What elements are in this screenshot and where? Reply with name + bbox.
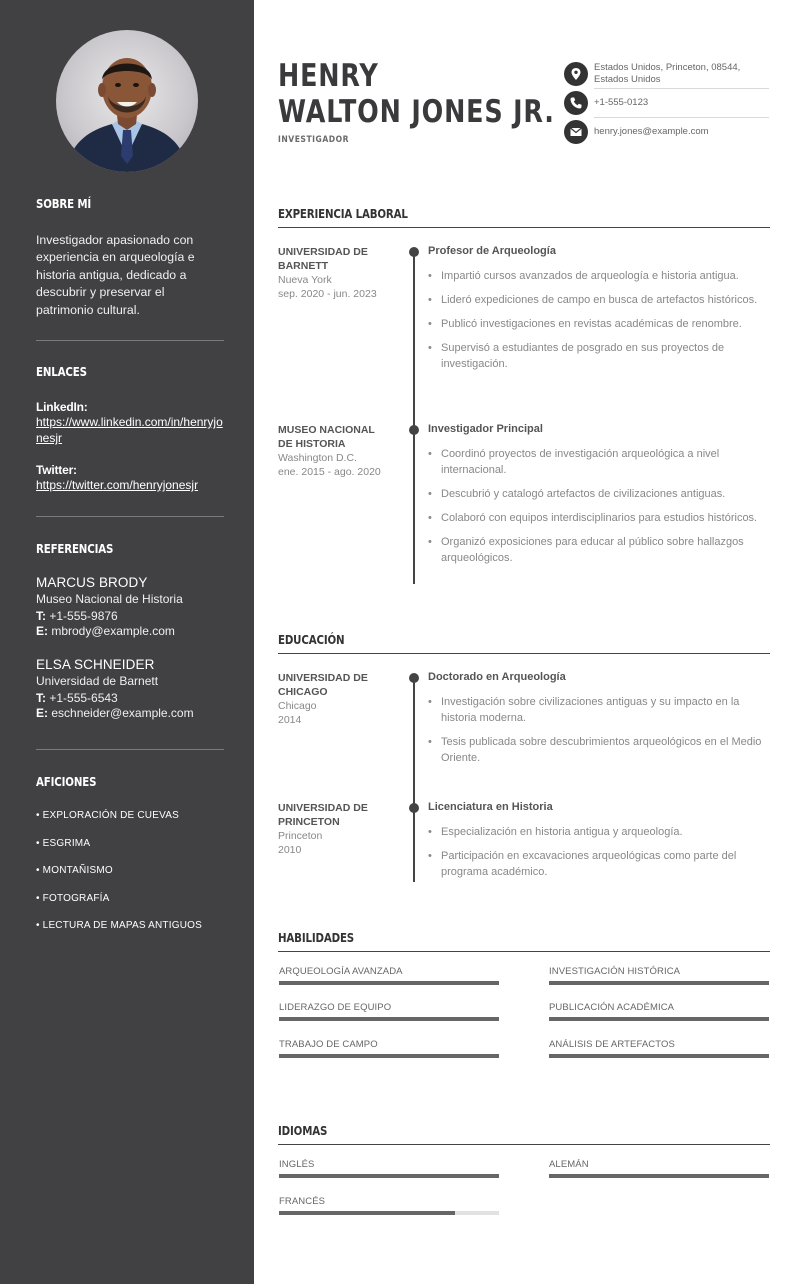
skill-bar: [549, 981, 769, 985]
education-org: [278, 671, 398, 727]
section-rule: [278, 951, 770, 952]
skill-label: LIDERAZGO DE EQUIPO: [279, 1002, 392, 1013]
experience-entry: [428, 423, 770, 574]
skills-title: HABILIDADES: [278, 930, 355, 945]
envelope-icon: [564, 120, 588, 144]
links-section: [36, 364, 224, 379]
reference-phone: [36, 609, 224, 623]
reference-name: MARCUS BRODY: [36, 575, 148, 590]
org-location: Princeton: [278, 830, 323, 842]
hobbies-list: [36, 810, 224, 948]
skill-item: [279, 966, 499, 985]
skill-bar: [549, 1017, 769, 1021]
language-bar-fill: [279, 1211, 455, 1215]
references-title: REFERENCIAS: [36, 541, 114, 556]
language-label: ALEMÁN: [549, 1159, 589, 1170]
skill-item: [549, 1002, 769, 1021]
reference-email: [36, 624, 224, 638]
hobbies-section: [36, 774, 224, 789]
position-title: Profesor de Arqueología: [428, 245, 556, 257]
list-item: • Organizó exposiciones para educar al público sobre hallazgos arqueológicos.: [428, 534, 770, 566]
position-title: Investigador Principal: [428, 423, 543, 435]
name-line-2: WALTON JONES JR.: [278, 94, 555, 130]
org-location: Washington D.C.: [278, 452, 357, 464]
experience-title: EXPERIENCIA LABORAL: [278, 206, 408, 221]
phone-icon: [564, 91, 588, 115]
address-text: [594, 62, 740, 86]
bullet-list: [428, 446, 770, 566]
portrait-illustration: [56, 30, 198, 172]
links-title: ENLACES: [36, 364, 87, 379]
phone-text: +1-555-0123: [594, 97, 649, 108]
experience-org: [278, 423, 398, 479]
skill-bar: [279, 1017, 499, 1021]
skill-item: [279, 1002, 499, 1021]
bullet-list: [428, 268, 770, 372]
language-item: [279, 1159, 499, 1178]
org-name-line-1: UNIVERSIDAD DE: [278, 802, 368, 814]
list-item: • Tesis publicada sobre descubrimientos arqueológicos en el Medio Oriente.: [428, 734, 770, 766]
divider: [36, 749, 224, 750]
skill-item: [549, 1039, 769, 1058]
job-role: INVESTIGADOR: [278, 135, 350, 145]
experience-org: [278, 245, 398, 301]
reference-name: ELSA SCHNEIDER: [36, 657, 155, 672]
skill-label: TRABAJO DE CAMPO: [279, 1039, 378, 1050]
about-text: Investigador apasionado con experiencia en arqueología e historia antigua, dedicado a descubrir y preservar el patrimonio cultural.: [36, 233, 195, 317]
org-location: Chicago: [278, 700, 317, 712]
timeline-dot: [409, 247, 419, 257]
phone-value: +1-555-6543: [49, 691, 118, 705]
sidebar: [0, 0, 254, 1284]
skill-bar-fill: [279, 981, 499, 985]
list-item: • Participación en excavaciones arqueológicas como parte del programa académico.: [428, 848, 770, 880]
divider: [36, 340, 224, 341]
skill-label: PUBLICACIÓN ACADÉMICA: [549, 1002, 675, 1013]
degree-title: Licenciatura en Historia: [428, 801, 553, 813]
org-name-line-1: UNIVERSIDAD DE: [278, 672, 368, 684]
org-name-line-2: BARNETT: [278, 260, 329, 272]
org-name-line-2: DE HISTORIA: [278, 438, 346, 450]
bullet-list: [428, 824, 770, 880]
org-name-line-1: MUSEO NACIONAL: [278, 424, 375, 436]
skill-item: [279, 1039, 499, 1058]
bullet-list: [428, 694, 770, 766]
section-rule: [278, 653, 770, 654]
skill-label: INVESTIGACIÓN HISTÓRICA: [549, 966, 681, 977]
list-item: • Coordinó proyectos de investigación arqueológica a nivel internacional.: [428, 446, 770, 478]
hobby-item: • EXPLORACIÓN DE CUEVAS: [36, 810, 179, 821]
divider: [36, 516, 224, 517]
language-label: FRANCÉS: [279, 1196, 326, 1207]
email-label: E:: [36, 624, 48, 638]
language-item: [549, 1159, 769, 1178]
email-text[interactable]: henry.jones@example.com: [594, 126, 709, 137]
education-entry: [428, 801, 770, 888]
skill-bar-fill: [549, 981, 769, 985]
org-dates: 2010: [278, 844, 302, 856]
phone-label: T:: [36, 609, 46, 623]
experience-entry: [428, 245, 770, 380]
org-dates: ene. 2015 - ago. 2020: [278, 466, 381, 478]
twitter-label: Twitter:: [36, 463, 77, 477]
about-section: [36, 196, 224, 211]
name-line-1: HENRY: [278, 58, 379, 94]
org-dates: 2014: [278, 714, 302, 726]
timeline-line: [413, 251, 415, 584]
reference-item: [36, 575, 224, 638]
phone-label: T:: [36, 691, 46, 705]
profile-photo: [56, 30, 198, 172]
list-item: • Supervisó a estudiantes de posgrado en sus proyectos de investigación.: [428, 340, 770, 372]
references-section: [36, 541, 224, 556]
location-pin-icon: [564, 62, 588, 86]
email-label: E:: [36, 706, 48, 720]
timeline-line: [413, 677, 415, 882]
org-name-line-1: UNIVERSIDAD DE: [278, 246, 368, 258]
education-entry: [428, 671, 770, 774]
education-title: EDUCACIÓN: [278, 632, 345, 647]
org-location: Nueva York: [278, 274, 332, 286]
hobby-item: • LECTURA DE MAPAS ANTIGUOS: [36, 920, 202, 931]
address-line-2: Estados Unidos: [594, 74, 661, 85]
list-item: • Especialización en historia antigua y arqueología.: [428, 824, 770, 840]
hobbies-title: AFICIONES: [36, 774, 97, 789]
divider: [594, 117, 769, 118]
skill-label: ANÁLISIS DE ARTEFACTOS: [549, 1039, 675, 1050]
languages-title: IDIOMAS: [278, 1123, 328, 1138]
phone-value: +1-555-9876: [49, 609, 118, 623]
language-bar-fill: [279, 1174, 499, 1178]
skill-bar: [549, 1054, 769, 1058]
language-bar: [279, 1174, 499, 1178]
hobby-item: • MONTAÑISMO: [36, 865, 113, 876]
reference-item: [36, 657, 224, 720]
about-title: SOBRE MÍ: [36, 196, 92, 211]
address-line-1: Estados Unidos, Princeton, 08544,: [594, 62, 741, 73]
reference-org: Museo Nacional de Historia: [36, 592, 183, 606]
language-bar: [279, 1211, 499, 1215]
reference-org: Universidad de Barnett: [36, 674, 159, 688]
list-item: • Lideró expediciones de campo en busca de artefactos históricos.: [428, 292, 770, 308]
language-bar-fill: [549, 1174, 769, 1178]
hobby-item: • FOTOGRAFÍA: [36, 892, 110, 904]
timeline-dot: [409, 425, 419, 435]
org-name-line-2: CHICAGO: [278, 686, 328, 698]
skill-bar-fill: [549, 1054, 769, 1058]
list-item: • Descubrió y catalogó artefactos de civilizaciones antiguas.: [428, 486, 770, 502]
skill-bar: [279, 1054, 499, 1058]
divider: [594, 88, 769, 89]
twitter-link-block: [36, 463, 224, 493]
list-item: • Colaboró con equipos interdisciplinarios para estudios históricos.: [428, 510, 770, 526]
linkedin-link[interactable]: https://www.linkedin.com/in/henryjonesjr: [36, 415, 223, 445]
skill-label: ARQUEOLOGÍA AVANZADA: [279, 966, 403, 977]
full-name: [278, 58, 555, 130]
hobby-item: • ESGRIMA: [36, 837, 91, 849]
timeline-dot: [409, 803, 419, 813]
reference-email: [36, 706, 224, 720]
skill-bar-fill: [549, 1017, 769, 1021]
list-item: • Impartió cursos avanzados de arqueología e historia antigua.: [428, 268, 770, 284]
skill-bar-fill: [279, 1017, 499, 1021]
linkedin-label: LinkedIn:: [36, 400, 88, 414]
education-org: [278, 801, 398, 857]
language-bar: [549, 1174, 769, 1178]
skill-item: [549, 966, 769, 985]
linkedin-link-block: [36, 400, 224, 446]
email-value: eschneider@example.com: [51, 706, 194, 720]
language-item: [279, 1196, 499, 1215]
reference-phone: [36, 691, 224, 705]
degree-title: Doctorado en Arqueología: [428, 671, 566, 683]
section-rule: [278, 227, 770, 228]
org-name-line-2: PRINCETON: [278, 816, 340, 828]
list-item: • Publicó investigaciones en revistas académicas de renombre.: [428, 316, 770, 332]
timeline-dot: [409, 673, 419, 683]
skill-bar-fill: [279, 1054, 499, 1058]
email-value: mbrody@example.com: [51, 624, 175, 638]
twitter-link[interactable]: https://twitter.com/henryjonesjr: [36, 478, 199, 492]
list-item: • Investigación sobre civilizaciones antiguas y su impacto en la historia moderna.: [428, 694, 770, 726]
org-dates: sep. 2020 - jun. 2023: [278, 288, 377, 300]
language-label: INGLÉS: [279, 1159, 315, 1170]
section-rule: [278, 1144, 770, 1145]
skill-bar: [279, 981, 499, 985]
